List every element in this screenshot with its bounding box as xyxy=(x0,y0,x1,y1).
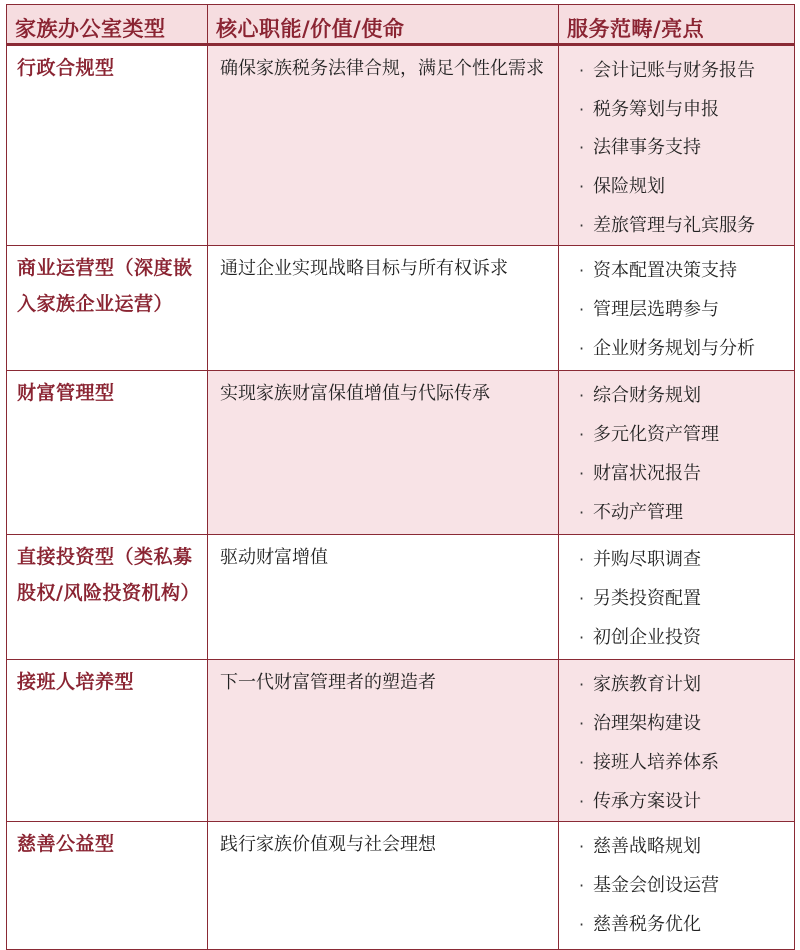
service-label: 财富状况报告 xyxy=(593,462,701,484)
service-label: 慈善税务优化 xyxy=(593,913,701,935)
bullet-icon: · xyxy=(579,791,585,811)
service-label: 差旅管理与礼宾服务 xyxy=(593,214,755,236)
services-list xyxy=(567,828,790,944)
service-label: 税务筹划与申报 xyxy=(593,98,719,120)
list-item xyxy=(567,416,790,455)
list-item xyxy=(567,744,790,783)
table-row xyxy=(7,45,795,246)
list-item xyxy=(567,783,790,822)
bullet-icon: · xyxy=(579,914,585,934)
services-list xyxy=(567,666,790,821)
list-item xyxy=(567,705,790,744)
list-item xyxy=(567,867,790,906)
core-function-cell: 驱动财富增值 xyxy=(208,535,559,660)
table-row xyxy=(7,660,795,822)
list-item xyxy=(567,168,790,207)
office-type-cell: 接班人培养型 xyxy=(7,660,208,822)
bullet-icon: · xyxy=(579,714,585,734)
table-row xyxy=(7,822,795,950)
list-item xyxy=(567,494,790,533)
list-item xyxy=(567,666,790,705)
list-item xyxy=(567,906,790,945)
service-label: 不动产管理 xyxy=(593,501,683,523)
service-label: 会计记账与财务报告 xyxy=(593,60,755,81)
bullet-icon: · xyxy=(579,752,585,772)
list-item xyxy=(567,207,790,246)
service-label: 资本配置决策支持 xyxy=(593,260,737,282)
services-list xyxy=(567,377,790,532)
service-label: 初创企业投资 xyxy=(593,626,701,648)
services-cell xyxy=(559,371,795,535)
services-cell xyxy=(559,822,795,950)
list-item xyxy=(567,377,790,416)
table-row xyxy=(7,246,795,371)
bullet-icon: · xyxy=(579,261,585,281)
office-type-cell: 商业运营型（深度嵌入家族企业运营） xyxy=(7,246,208,371)
bullet-icon: · xyxy=(579,99,585,119)
office-type-cell: 直接投资型（类私募股权/风险投资机构） xyxy=(7,535,208,660)
service-label: 综合财务规划 xyxy=(593,385,701,407)
list-item xyxy=(567,129,790,168)
service-label: 并购尽职调查 xyxy=(593,549,701,571)
table-body xyxy=(7,45,795,950)
core-function-cell: 下一代财富管理者的塑造者 xyxy=(208,660,559,822)
header-row xyxy=(7,5,795,45)
bullet-icon: · xyxy=(579,550,585,570)
header-type: 家族办公室类型 xyxy=(7,5,208,45)
bullet-icon: · xyxy=(579,425,585,445)
service-label: 多元化资产管理 xyxy=(593,424,719,446)
family-office-table xyxy=(6,4,795,950)
services-cell xyxy=(559,535,795,660)
header-function: 核心职能/价值/使命 xyxy=(208,5,559,45)
bullet-icon: · xyxy=(579,386,585,406)
service-label: 保险规划 xyxy=(593,176,665,198)
bullet-icon: · xyxy=(579,837,585,857)
service-label: 法律事务支持 xyxy=(593,137,701,159)
core-function-cell: 通过企业实现战略目标与所有权诉求 xyxy=(208,246,559,371)
table-row xyxy=(7,535,795,660)
bullet-icon: · xyxy=(579,876,585,896)
office-type-cell: 行政合规型 xyxy=(7,45,208,246)
office-type-cell: 慈善公益型 xyxy=(7,822,208,950)
list-item xyxy=(567,455,790,494)
list-item xyxy=(567,580,790,619)
service-label: 家族教育计划 xyxy=(593,674,701,696)
service-label: 另类投资配置 xyxy=(593,588,701,610)
service-label: 治理架构建设 xyxy=(593,713,701,735)
list-item xyxy=(567,291,790,330)
service-label: 接班人培养体系 xyxy=(593,751,719,773)
bullet-icon: · xyxy=(579,589,585,609)
list-item xyxy=(567,828,790,867)
services-list xyxy=(567,52,790,245)
core-function-cell: 确保家族税务法律合规，满足个性化需求 xyxy=(208,45,559,246)
office-type-cell: 财富管理型 xyxy=(7,371,208,535)
bullet-icon: · xyxy=(579,675,585,695)
header-services: 服务范畴/亮点 xyxy=(559,5,795,45)
bullet-icon: · xyxy=(579,338,585,358)
bullet-icon: · xyxy=(579,215,585,235)
list-item xyxy=(567,52,790,91)
list-item xyxy=(567,619,790,658)
services-list xyxy=(567,252,790,368)
bullet-icon: · xyxy=(579,463,585,483)
bullet-icon: · xyxy=(579,502,585,522)
service-label: 慈善战略规划 xyxy=(593,836,701,858)
list-item xyxy=(567,91,790,130)
service-label: 传承方案设计 xyxy=(593,790,701,812)
table-row xyxy=(7,371,795,535)
list-item xyxy=(567,252,790,291)
services-cell xyxy=(559,246,795,371)
core-function-cell: 践行家族价值观与社会理想 xyxy=(208,822,559,950)
services-cell xyxy=(559,660,795,822)
bullet-icon: · xyxy=(579,61,585,80)
service-label: 基金会创设运营 xyxy=(593,875,719,897)
services-list xyxy=(567,541,790,657)
list-item xyxy=(567,330,790,369)
bullet-icon: · xyxy=(579,627,585,647)
list-item xyxy=(567,541,790,580)
services-cell xyxy=(559,45,795,246)
bullet-icon: · xyxy=(579,138,585,158)
core-function-cell: 实现家族财富保值增值与代际传承 xyxy=(208,371,559,535)
bullet-icon: · xyxy=(579,300,585,320)
bullet-icon: · xyxy=(579,177,585,197)
service-label: 企业财务规划与分析 xyxy=(593,337,755,359)
service-label: 管理层选聘参与 xyxy=(593,299,719,321)
